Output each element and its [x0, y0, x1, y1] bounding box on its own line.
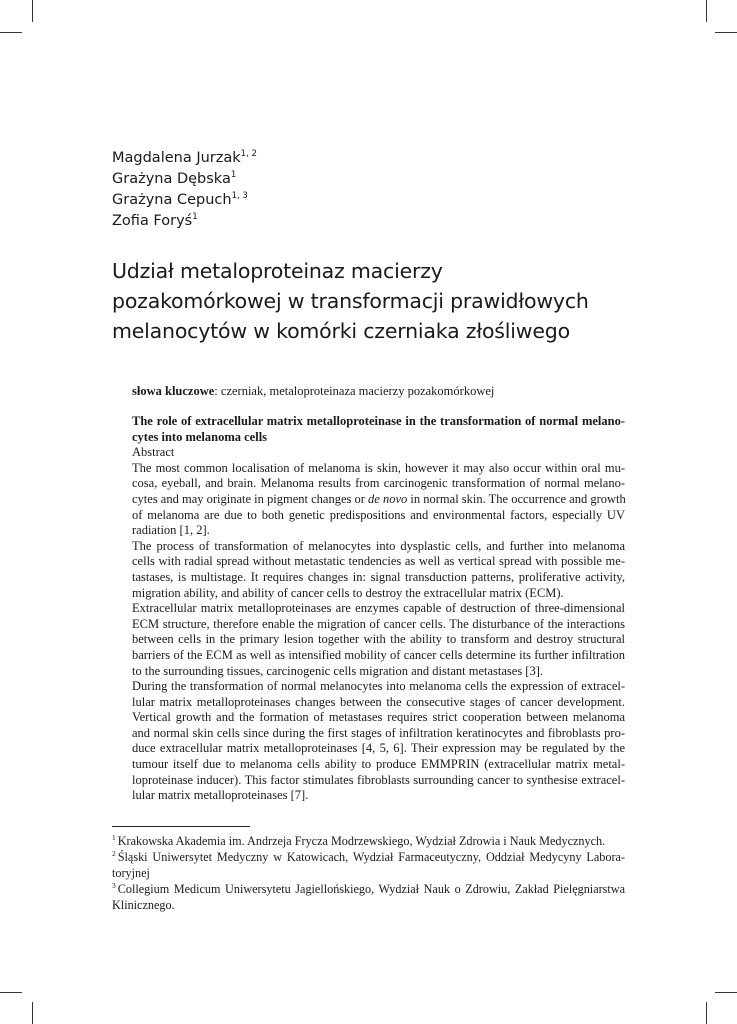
- text-line: tastases, is multistage. It requires changes in: signal transduction patterns, proliferative activity,: [132, 569, 625, 584]
- author-affiliation: 1: [192, 212, 198, 222]
- abstract-paragraph: [132, 601, 625, 679]
- abstract-paragraph: [132, 461, 625, 539]
- author-list: [112, 148, 257, 232]
- footnote-divider: [112, 826, 250, 827]
- footnote: [112, 849, 625, 881]
- footnote-mark: 2: [112, 849, 116, 858]
- footnote-text: Krakowska Akademia im. Andrzeja Frycza Modrzewskiego, Wydział Zdrowia i Nauk Medycznych.: [117, 834, 606, 848]
- text-line: migration ability, and ability of cancer cells to destroy the extracellular matrix (ECM).: [132, 585, 564, 600]
- text-line: barriers of the ECM as well as intensified mobility of cancer cells determine its further infiltration: [132, 647, 625, 662]
- text-line: cells with radial spread without metastatic tendencies as well as vertical spread with possible me-: [132, 554, 625, 569]
- author-affiliation: 1: [230, 170, 237, 180]
- footnote: [112, 881, 625, 913]
- text-line: and normal skin cells since during the first stages of infiltration keratinocytes and fibroblasts pro-: [132, 725, 625, 740]
- article-title: [112, 256, 672, 346]
- keywords-text: : czerniak, metaloproteinaza macierzy pozakomórkowej: [214, 384, 495, 398]
- abstract-heading: Abstract: [132, 445, 175, 460]
- author-name: Zofia Foryś: [112, 213, 193, 229]
- english-title-line: cytes into melanoma cells: [132, 429, 268, 444]
- keywords-label: słowa kluczowe: [132, 384, 215, 398]
- footnote-text: Collegium Medicum Uniwersytetu Jagiellońskiego, Wydział Nauk o Zdrowiu, Zakład Pielęgniarstwa: [117, 882, 625, 896]
- crop-mark-top-left-h: [0, 32, 22, 33]
- text-line: cosa, eyeball, and brain. Melanoma results from carcinogenic transformation of normal melano-: [132, 476, 625, 491]
- title-line: melanocytów w komórki czerniaka złośliwego: [112, 319, 570, 343]
- title-line: Udział metaloproteinaz macierzy: [112, 259, 443, 283]
- english-title-line: The role of extracellular matrix metalloproteinase in the transformation of normal melano-: [132, 414, 625, 428]
- text-line: loproteinase inducer). This factor stimulates fibroblasts surrounding cancer to synthesise extracel-: [132, 772, 625, 787]
- footnote-text: Śląski Uniwersytet Medyczny w Katowicach, Wydział Farmaceutyczny, Oddział Medycyny Labora-: [117, 850, 625, 864]
- title-line: pozakomórkowej w transformacji prawidłowych: [112, 289, 589, 313]
- text-line: tumour itself due to melanoma cells ability to produce EMMPRIN (extracellular matrix metal-: [132, 757, 625, 772]
- author-name: Magdalena Jurzak: [112, 150, 241, 166]
- text-line: between cells in the primary lesion together with the ability to transform and destroy structural: [132, 632, 625, 647]
- text-line: The process of transformation of melanocytes into dysplastic cells, and further into melanoma: [132, 538, 625, 553]
- crop-mark-top-right-h: [715, 32, 737, 33]
- text-line: Vertical growth and the formation of metastases requires strict cooperation between melanoma: [132, 710, 625, 725]
- author: [112, 169, 257, 190]
- abstract-section: [132, 414, 625, 804]
- text-line: cytes and may originate in pigment changes or de novo in normal skin. The occurrence and growth: [132, 491, 626, 506]
- keywords: [132, 383, 494, 399]
- footnotes: [112, 833, 625, 913]
- crop-mark-bottom-right-h: [715, 992, 737, 993]
- text-line: During the transformation of normal melanocytes into melanoma cells the expression of extracel-: [132, 679, 625, 694]
- abstract-paragraph: [132, 679, 625, 804]
- crop-mark-top-left-v: [32, 0, 33, 22]
- text-line: lular matrix metalloproteinases changes between the consecutive stages of cancer development.: [132, 694, 625, 709]
- text-line: lular matrix metalloproteinases [7].: [132, 788, 309, 803]
- crop-mark-bottom-left-v: [32, 1002, 33, 1024]
- text-line: to the surrounding tissues, carcinogenic cells migration and distant metastases [3].: [132, 663, 544, 678]
- footnote-mark: 1: [112, 833, 116, 842]
- author-name: Grażyna Dębska: [112, 171, 231, 187]
- text-line: Extracellular matrix metalloproteinases are enzymes capable of destruction of three-dimensional: [132, 601, 625, 616]
- author-name: Grażyna Cepuch: [112, 192, 232, 208]
- author: [112, 211, 257, 232]
- footnote-mark: 3: [112, 881, 116, 890]
- footnote-text: toryjnej: [112, 866, 150, 880]
- author: [112, 190, 257, 211]
- author-affiliation: 1, 3: [231, 191, 248, 201]
- author-affiliation: 1, 2: [240, 149, 257, 159]
- abstract-paragraph: [132, 539, 625, 601]
- crop-mark-top-right-v: [706, 0, 707, 22]
- italic-term: de novo: [368, 491, 408, 506]
- text-line: The most common localisation of melanoma is skin, however it may also occur within oral mu-: [132, 460, 625, 475]
- author: [112, 148, 257, 169]
- footnote-text: Klinicznego.: [112, 898, 175, 912]
- footnote: [112, 833, 625, 849]
- text-line: of melanoma are due to both genetic predispositions and environmental factors, especially UV: [132, 507, 625, 522]
- crop-mark-bottom-left-h: [0, 992, 22, 993]
- text-line: duce extracellular matrix metalloproteinases [4, 5, 6]. Their expression may be regulated by the: [132, 741, 625, 756]
- text-line: radiation [1, 2].: [132, 523, 210, 538]
- text-line: ECM structure, therefore enable the migration of cancer cells. The disturbance of the interactions: [132, 616, 625, 631]
- crop-mark-bottom-right-v: [706, 1002, 707, 1024]
